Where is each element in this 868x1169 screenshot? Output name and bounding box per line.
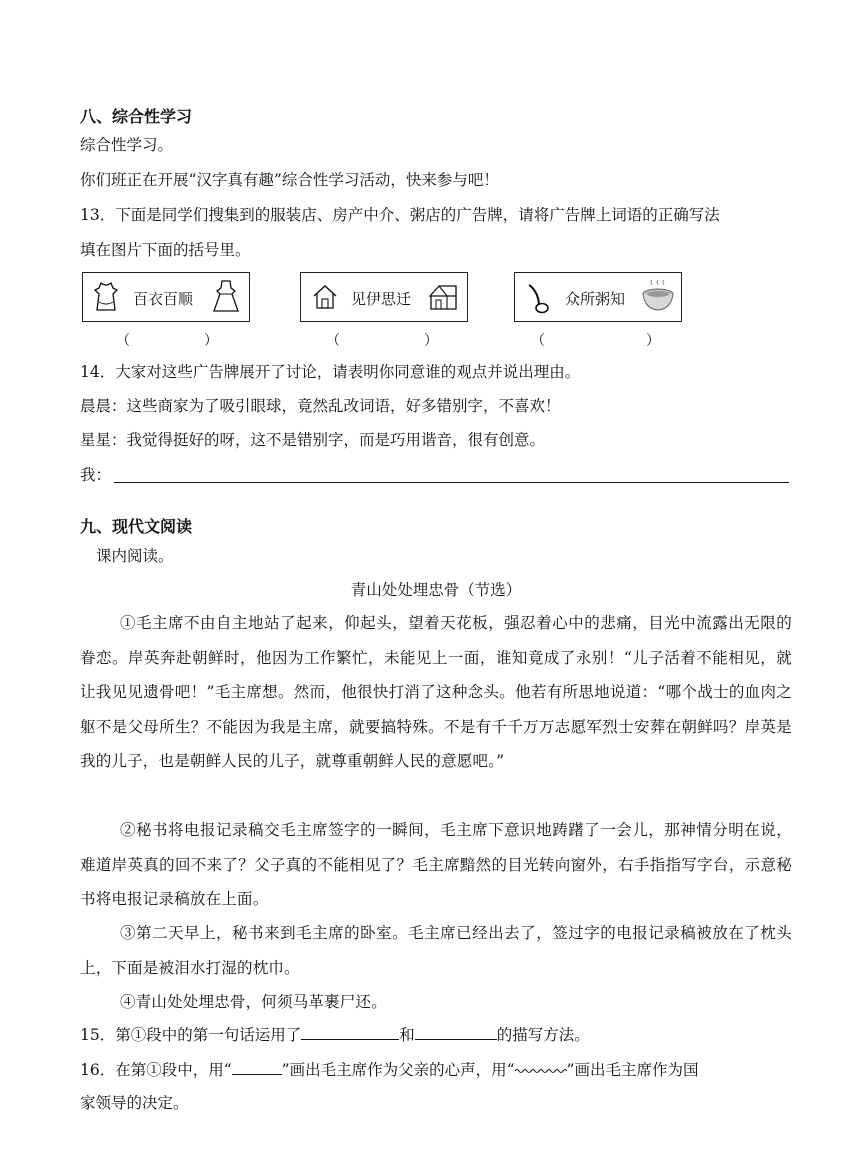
answer-line[interactable] [114, 482, 789, 483]
straight-underline-sample [232, 1057, 282, 1075]
chenchen-opinion: 晨晨：这些商家为了吸引眼球，竟然乱改词语，好多错别字，不喜欢！ [80, 397, 561, 415]
answer-blank[interactable] [415, 1022, 497, 1040]
ad-sign-text: 百衣百顺 [133, 290, 194, 308]
passage-title: 青山处处埋忠骨（节选） [350, 581, 522, 599]
answer-paren-close: ） [424, 333, 438, 349]
wavy-underline-sample [515, 1065, 567, 1075]
house-icon [427, 281, 459, 313]
question-15-text: 15．第①段中的第一句话运用了 [80, 1026, 302, 1044]
question-15-text: 和 [399, 1026, 415, 1044]
question-15-text: 的描写方法。 [496, 1026, 590, 1044]
house-icon [311, 283, 339, 311]
question-14: 14．大家对这些广告牌展开了讨论，请表明你同意谁的观点并说出理由。 [80, 363, 581, 381]
question-16-text: ”画出毛主席作为父亲的心声，用“ [281, 1061, 515, 1079]
answer-paren-close: ） [204, 333, 218, 349]
section-intro: 课内阅读。 [96, 547, 174, 565]
answer-paren-open: （ [326, 333, 340, 349]
xingxing-opinion: 星星：我觉得挺好的呀，这不是错别字，而是巧用谐音，很有创意。 [80, 431, 546, 449]
ad-sign-real-estate [300, 272, 468, 322]
passage-paragraph-1: ①毛主席不由自主地站了起来，仰起头，望着天花板，强忍着心中的悲痛，目光中流露出无限的眷恋。岸英奔赴朝鲜时，他因为工作繁忙，未能见上一面，谁知竟成了永别！“儿子活着不能相见，就让我见见遗骨吧！”毛主席想。然而，他很快打消了这种念头。他若有所思地说道：“哪个战士的血肉之躯不是父母所生？不能因为我是主席，就要搞特殊。不是有千千万万志愿军烈士安葬在朝鲜吗？岸英是我的儿子，也是朝鲜人民的儿子，就尊重朝鲜人民的意愿吧。” [80, 614, 792, 770]
my-opinion-label: 我： [80, 466, 112, 484]
dress-icon [91, 280, 121, 314]
answer-paren-close: ） [646, 333, 660, 349]
question-15 [80, 1022, 590, 1046]
section-heading-8: 八、综合性学习 [80, 107, 193, 126]
answer-paren-open: （ [116, 333, 130, 349]
question-16-line2: 家领导的决定。 [80, 1094, 189, 1112]
ladle-icon [525, 281, 553, 315]
question-16-text: 16．在第①段中，用“ [80, 1061, 232, 1079]
answer-paren-open: （ [531, 333, 545, 349]
ad-sign-text: 众所粥知 [565, 290, 626, 308]
question-16-line1 [80, 1057, 698, 1081]
answer-blank[interactable] [301, 1022, 399, 1040]
activity-intro: 你们班正在开展“汉字真有趣”综合性学习活动，快来参与吧！ [80, 171, 499, 189]
section-heading-9: 九、现代文阅读 [80, 517, 193, 536]
soup-bowl-icon [640, 279, 676, 315]
passage-paragraph-3: ③第二天早上，秘书来到毛主席的卧室。毛主席已经出去了，签过字的电报记录稿被放在了枕头上，下面是被泪水打湿的枕巾。 [80, 924, 792, 977]
passage-paragraph-4: ④青山处处埋忠骨，何须马革裹尸还。 [120, 993, 387, 1011]
question-13-line2: 填在图片下面的括号里。 [80, 241, 251, 259]
question-13-line1: 13．下面是同学们搜集到的服装店、房产中介、粥店的广告牌，请将广告牌上词语的正确写法 [80, 206, 720, 224]
ad-sign-clothing [82, 272, 250, 322]
question-16-text: ”画出毛主席作为国 [566, 1061, 699, 1079]
skirt-icon [211, 279, 241, 315]
passage-paragraph-2: ②秘书将电报记录稿交毛主席签字的一瞬间，毛主席下意识地踌躇了一会儿，那神情分明在说，难道岸英真的回不来了？父子真的不能相见了？毛主席黯然的目光转向窗外，右手指指写字台，示意秘书将电报记录稿放在上面。 [80, 821, 792, 908]
ad-sign-text: 见伊思迁 [351, 290, 412, 308]
section-intro: 综合性学习。 [80, 136, 174, 154]
ad-sign-porridge [514, 272, 682, 322]
